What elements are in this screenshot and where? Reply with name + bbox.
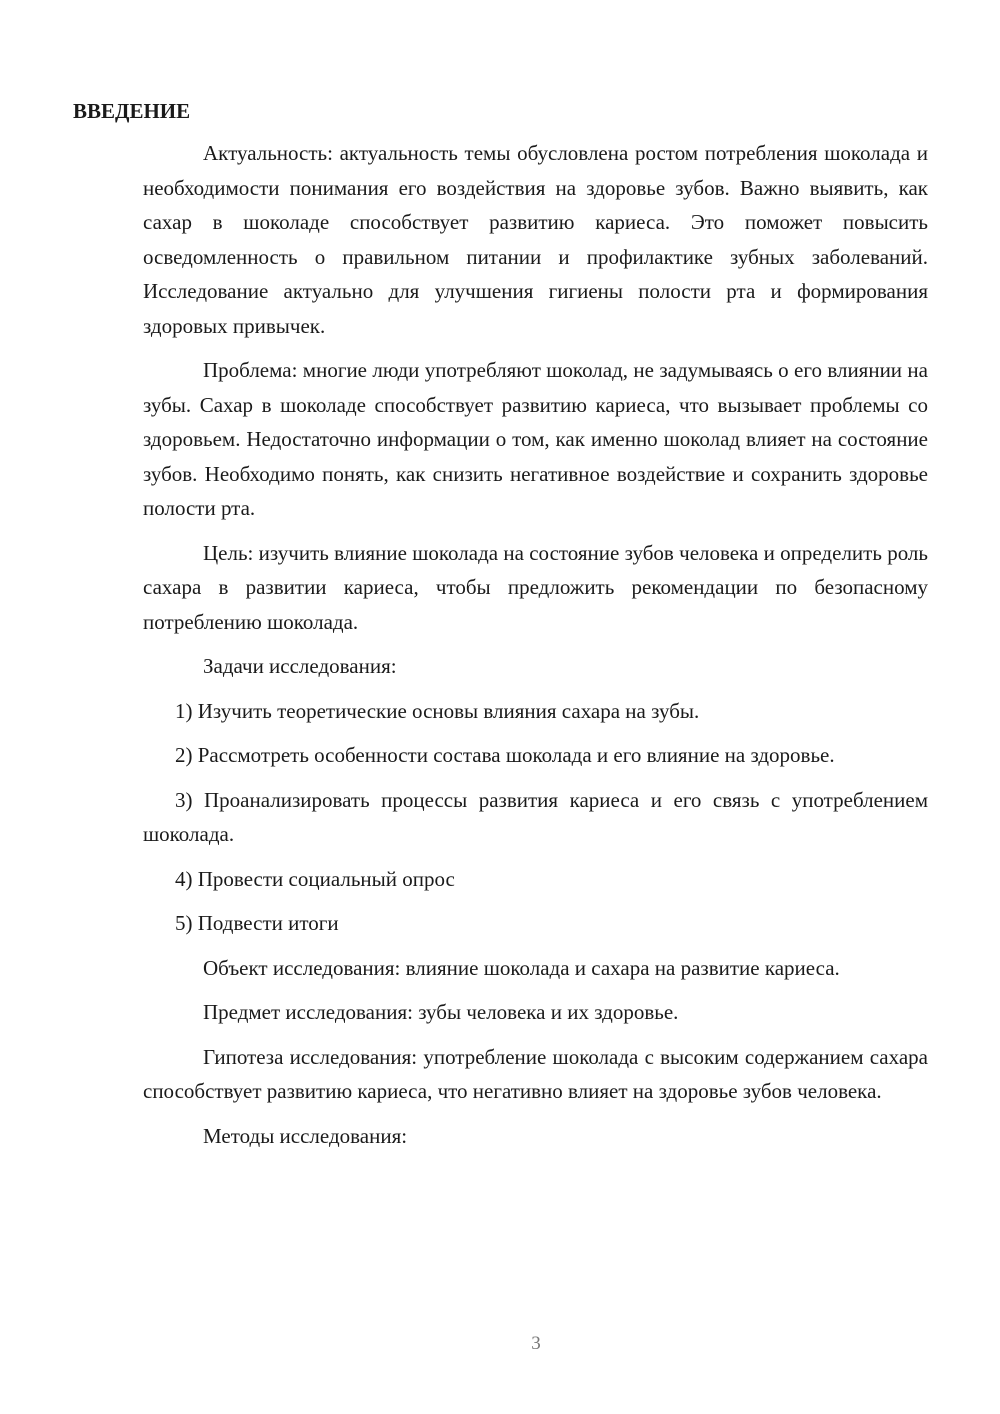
task-item-5: 5) Подвести итоги [175, 911, 339, 935]
task-item-4: 4) Провести социальный опрос [175, 866, 455, 891]
task-item-3: 3) Проанализировать процессы развития кариеса и его связь с употреблением шоколада. [143, 787, 928, 846]
object-paragraph: Объект исследования: влияние шоколада и сахара на развитие кариеса. [203, 955, 840, 980]
task-item-1: 1) Изучить теоретические основы влияния сахара на зубы. [175, 698, 700, 723]
methods-heading: Методы исследования: [203, 1123, 408, 1148]
goal-paragraph: Цель: изучить влияние шоколада на состояние зубов человека и определить роль сахара в развитии кариеса, чтобы предложить рекомендации по безопасному потреблению шоколада. [143, 540, 928, 634]
relevance-paragraph: Актуальность: актуальность темы обусловлена ростом потребления шоколада и необходимости понимания его воздействия на здоровье зубов. Важно выявить, как сахар в шоколаде способствует развитию кариеса. Это поможет повысить осведомленность о правильном питании и профилактике зубных заболеваний. Исследование актуально для улучшения гигиены полости рта и формирования здоровых привычек. [143, 141, 928, 338]
task-item-2: 2) Рассмотреть особенности состава шоколада и его влияние на здоровье. [175, 743, 835, 767]
problem-paragraph: Проблема: многие люди употребляют шоколад, не задумываясь о его влиянии на зубы. Сахар в шоколаде способствует развитию кариеса, что вызывает проблемы со здоровьем. Недостаточно информации о том, как именно шоколад влияет на состояние зубов. Необходимо понять, как снизить негативное воздействие и сохранить здоровье полости рта. [143, 358, 928, 520]
section-title: ВВЕДЕНИЕ [73, 99, 191, 123]
page-body [73, 96, 928, 1163]
tasks-heading: Задачи исследования: [203, 654, 397, 678]
page-number: 3 [531, 1333, 541, 1354]
subject-paragraph: Предмет исследования: зубы человека и их здоровье. [203, 1000, 679, 1024]
hypothesis-paragraph: Гипотеза исследования: употребление шоколада с высоким содержанием сахара способствует развитию кариеса, что негативно влияет на здоровье зубов человека. [143, 1044, 928, 1103]
